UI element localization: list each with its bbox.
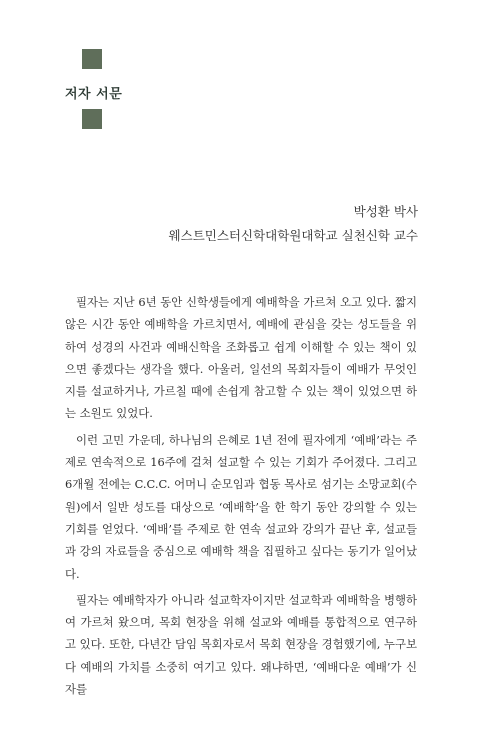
paragraph-2: 이런 고민 가운데, 하나님의 은혜로 1년 전에 필자에게 ‘예배’라는 주제로 연속적으로 16주에 걸쳐 설교할 수 있는 기회가 주어졌다. 그리고 6개월 전에는 C.C.C. 어머니 순모임과 협동 목사로 섬기는 소망교회(수원)에서 일반 성도를 대상으로 ‘예배학’을 한 학기 동안 강의할 수 있는 기회를 얻었다. ‘예배’를 주제로 한 연속 설교와 강의가 끝난 후, 설교들과 강의 자료들을 중심으로 예배학 책을 집필하고 싶다는 동기가 일어났다. bbox=[65, 432, 417, 581]
preface-body bbox=[65, 291, 417, 704]
paragraph-1: 필자는 지난 6년 동안 신학생들에게 예배학을 가르쳐 오고 있다. 짧지 않은 시간 동안 예배학을 가르치면서, 예배에 관심을 갖는 성도들을 위하여 성경의 사건과 예배신학을 조화롭고 쉽게 이해할 수 있는 책이 있으면 좋겠다는 생각을 했다. 아울러, 일선의 목회자들이 예배가 무엇인지를 설교하거나, 가르칠 때에 손쉽게 참고할 수 있는 책이 있었으면 하는 소원도 있었다. bbox=[65, 295, 417, 421]
paragraph-3: 필자는 예배학자가 아니라 설교학자이지만 설교학과 예배학을 병행하여 가르쳐 왔으며, 목회 현장을 위해 설교와 예배를 통합적으로 연구하고 있다. 또한, 다년간 담임 목회자로서 목회 현장을 경험했기에, 누구보다 예배의 가치를 소중히 여기고 있다. 왜냐하면, ‘예배다운 예배’가 신자를 bbox=[65, 592, 417, 697]
author-affiliation: 웨스트민스터신학대학원대학교 실천신학 교수 bbox=[168, 228, 418, 243]
decorative-square-top bbox=[82, 49, 102, 69]
author-block bbox=[169, 200, 418, 248]
author-name: 박성환 박사 bbox=[353, 204, 418, 219]
decorative-square-bottom bbox=[82, 109, 102, 129]
section-title: 저자 서문 bbox=[65, 87, 123, 102]
